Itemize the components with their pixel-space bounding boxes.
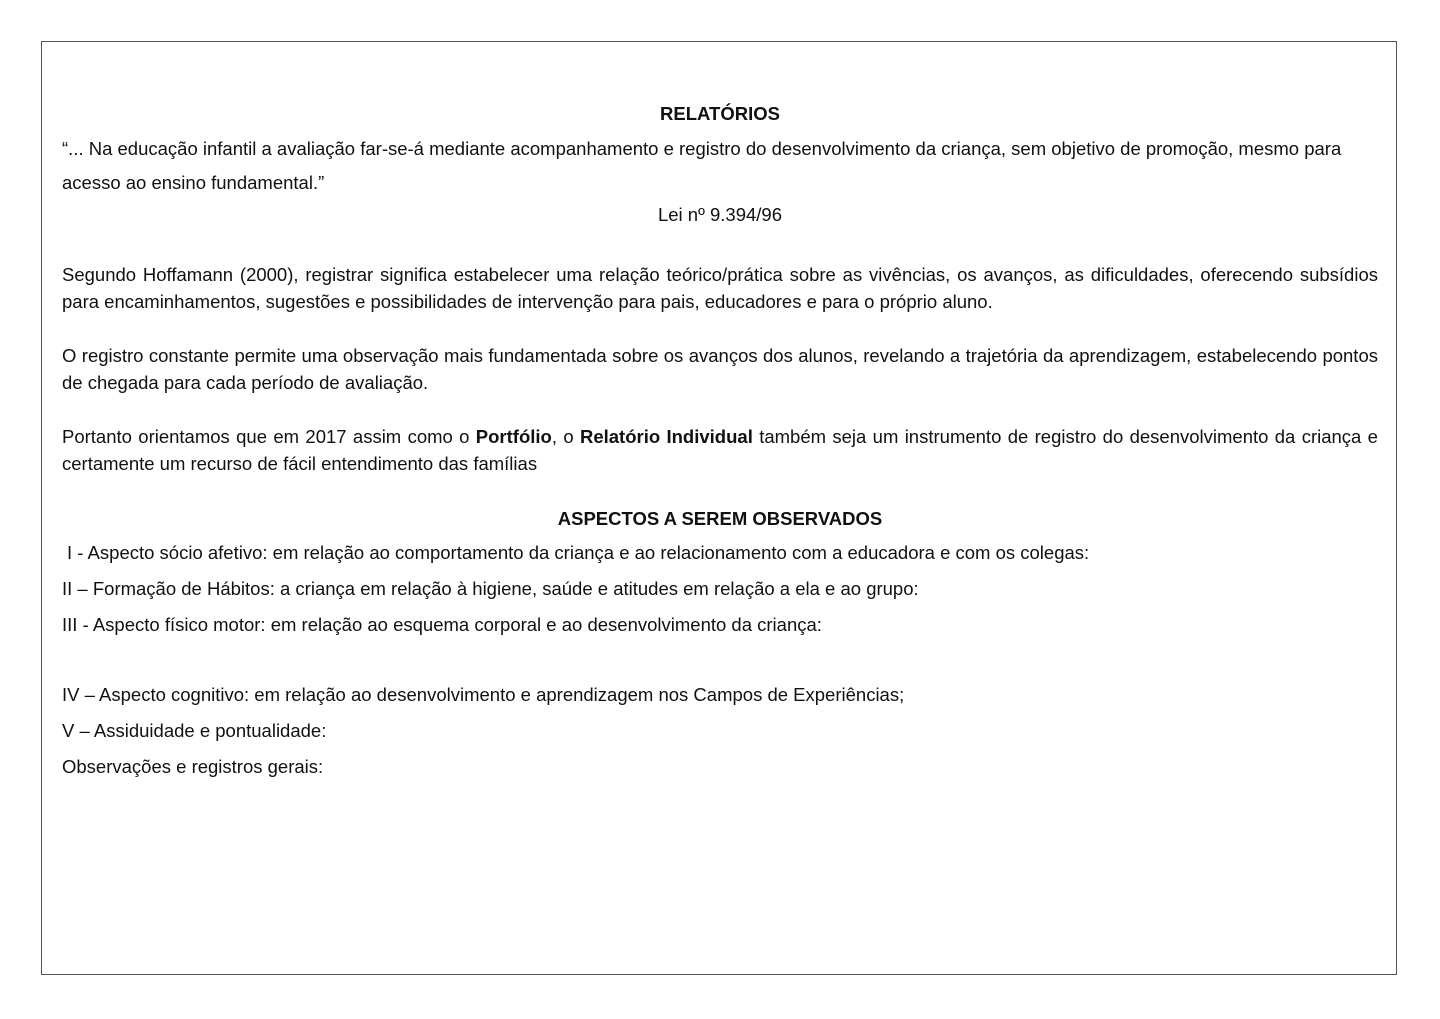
law-quote: “... Na educação infantil a avaliação far-se-á mediante acompanhamento e registro do desenvolvimento da criança, sem objetivo de promoção, mesmo para acesso ao ensino fundamental.” xyxy=(62,138,1342,193)
aspect-item-cognitivo: IV – Aspecto cognitivo: em relação ao desenvolvimento e aprendizagem nos Campos de Experiências; xyxy=(62,684,905,705)
paragraph-registro: O registro constante permite uma observação mais fundamentada sobre os avanços dos alunos, revelando a trajetória da aprendizagem, estabelecendo pontos de chegada para cada período de avaliação. xyxy=(62,345,1378,393)
paragraph-hoffmann: Segundo Hoffamann (2000), registrar significa estabelecer uma relação teórico/prática sobre as vivências, os avanços, as dificuldades, oferecendo subsídios para encaminhamentos, sugestões e possibilidades de intervenção para pais, educadores e para o próprio aluno. xyxy=(62,264,1378,312)
aspect-item-habitos: II – Formação de Hábitos: a criança em relação à higiene, saúde e atitudes em relação a ela e ao grupo: xyxy=(62,578,919,599)
paragraph-orientation xyxy=(62,423,1378,477)
portfolio-bold: Portfólio xyxy=(475,426,552,447)
aspect-item-fisico-motor: III - Aspecto físico motor: em relação ao esquema corporal e ao desenvolvimento da criança: xyxy=(62,614,822,635)
aspect-item-assiduidade: V – Assiduidade e pontualidade: xyxy=(62,720,327,741)
document-title: RELATÓRIOS xyxy=(660,103,780,124)
orientation-text-1: Portanto orientamos que em 2017 assim como o xyxy=(62,426,476,447)
relatorio-individual-bold: Relatório Individual xyxy=(579,426,753,447)
law-reference: Lei nº 9.394/96 xyxy=(657,204,783,225)
aspect-item-observacoes: Observações e registros gerais: xyxy=(62,756,324,777)
orientation-text-3: também seja um instrumento de registro do desenvolvimento da criança e certamente um recurso de fácil entendimento das famílias xyxy=(62,426,1378,474)
aspect-item-socio-afetivo: I - Aspecto sócio afetivo: em relação ao comportamento da criança e ao relacionamento com a educadora e com os colegas: xyxy=(67,542,1090,563)
section-title: ASPECTOS A SEREM OBSERVADOS xyxy=(557,508,883,529)
document-frame xyxy=(41,41,1397,975)
orientation-text-2: , o xyxy=(551,426,580,447)
document-content xyxy=(62,100,1378,785)
